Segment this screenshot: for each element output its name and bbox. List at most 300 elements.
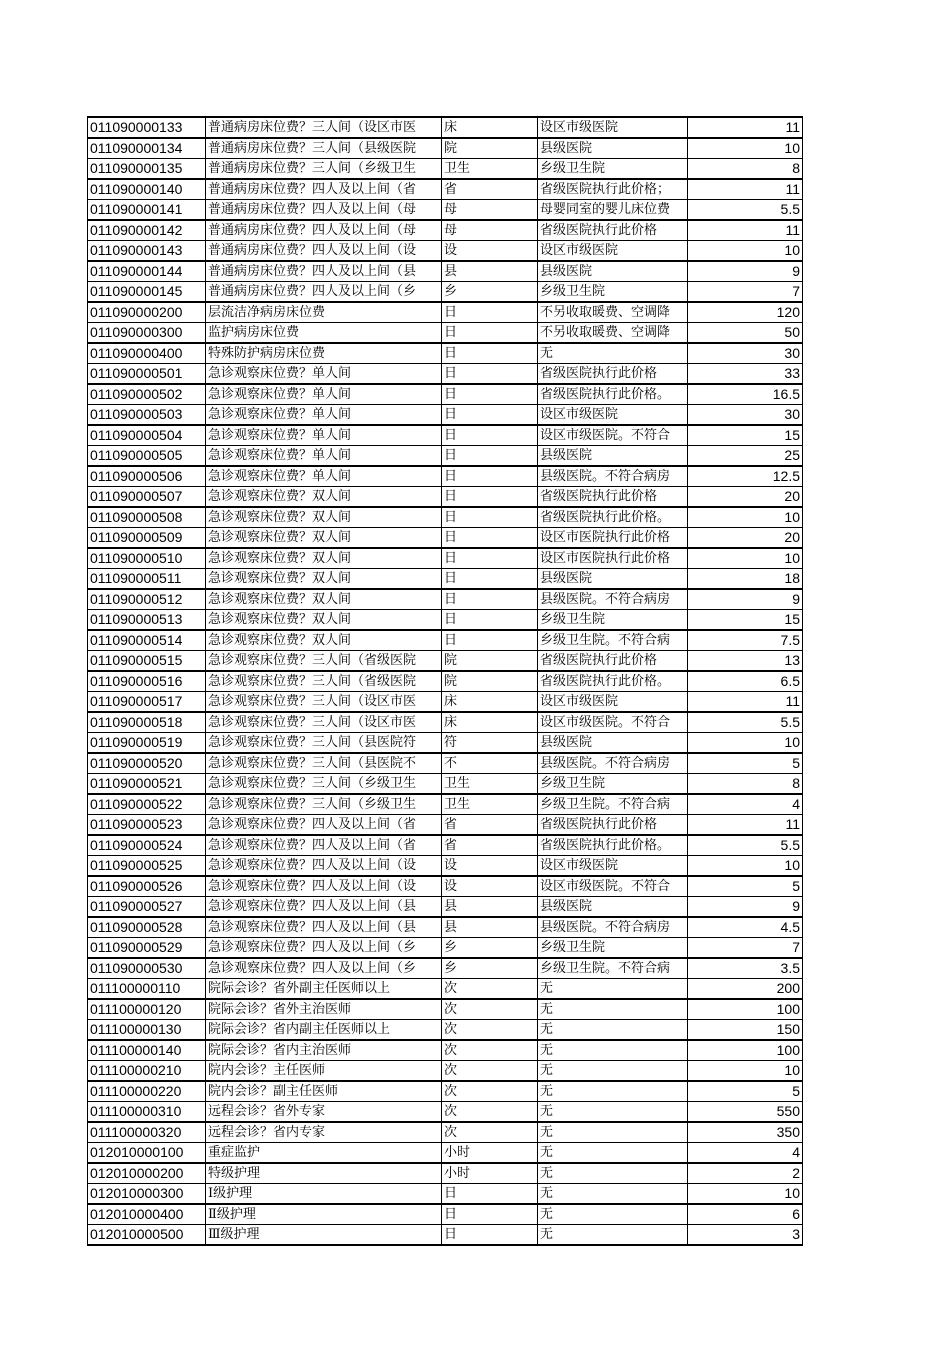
item-code-cell: 011090000526 bbox=[88, 876, 206, 897]
table-row bbox=[88, 1102, 803, 1123]
note-cell: 设区市医院执行此价格 bbox=[538, 528, 688, 549]
item-code-cell: 011100000310 bbox=[88, 1102, 206, 1123]
price-cell: 12.5 bbox=[688, 466, 803, 487]
item-name-cell: 急诊观察床位费？四人及以上间（设 bbox=[206, 856, 442, 877]
note-cell: 乡级卫生院 bbox=[538, 282, 688, 303]
price-cell: 4 bbox=[688, 1143, 803, 1164]
table-row bbox=[88, 712, 803, 733]
item-name-cell: 特级护理 bbox=[206, 1163, 442, 1184]
item-code-cell: 011090000508 bbox=[88, 507, 206, 528]
unit-cell: 母 bbox=[442, 220, 538, 241]
price-cell: 11 bbox=[688, 179, 803, 200]
price-cell: 11 bbox=[688, 692, 803, 713]
price-cell: 16.5 bbox=[688, 384, 803, 405]
unit-cell: 设 bbox=[442, 856, 538, 877]
note-cell: 无 bbox=[538, 1081, 688, 1102]
item-code-cell: 011100000320 bbox=[88, 1122, 206, 1143]
item-name-cell: 急诊观察床位费？单人间 bbox=[206, 405, 442, 426]
note-cell: 乡级卫生院。不符合病 bbox=[538, 794, 688, 815]
unit-cell: 次 bbox=[442, 1122, 538, 1143]
price-cell: 8 bbox=[688, 774, 803, 795]
table-row bbox=[88, 159, 803, 180]
price-cell: 100 bbox=[688, 999, 803, 1020]
item-code-cell: 011090000512 bbox=[88, 589, 206, 610]
note-cell: 省级医院执行此价格 bbox=[538, 651, 688, 672]
table-row bbox=[88, 815, 803, 836]
note-cell: 无 bbox=[538, 1143, 688, 1164]
item-code-cell: 011090000133 bbox=[88, 117, 206, 138]
item-name-cell: 急诊观察床位费？双人间 bbox=[206, 610, 442, 631]
note-cell: 县级医院 bbox=[538, 138, 688, 159]
table-row bbox=[88, 1122, 803, 1143]
item-code-cell: 011090000521 bbox=[88, 774, 206, 795]
table-row bbox=[88, 1225, 803, 1246]
item-code-cell: 011090000513 bbox=[88, 610, 206, 631]
unit-cell: 日 bbox=[442, 384, 538, 405]
price-cell: 5 bbox=[688, 1081, 803, 1102]
item-name-cell: 院际会诊？省内副主任医师以上 bbox=[206, 1020, 442, 1041]
table-row bbox=[88, 692, 803, 713]
item-code-cell: 011090000524 bbox=[88, 835, 206, 856]
table-row bbox=[88, 241, 803, 262]
note-cell: 省级医院执行此价格。 bbox=[538, 835, 688, 856]
unit-cell: 次 bbox=[442, 1061, 538, 1082]
note-cell: 设区市级医院。不符合 bbox=[538, 712, 688, 733]
table-row bbox=[88, 405, 803, 426]
note-cell: 乡级卫生院 bbox=[538, 774, 688, 795]
price-cell: 6.5 bbox=[688, 671, 803, 692]
note-cell: 无 bbox=[538, 1163, 688, 1184]
table-row bbox=[88, 733, 803, 754]
note-cell: 县级医院。不符合病房 bbox=[538, 466, 688, 487]
item-code-cell: 011090000140 bbox=[88, 179, 206, 200]
table-row bbox=[88, 938, 803, 959]
item-name-cell: 急诊观察床位费？双人间 bbox=[206, 528, 442, 549]
price-cell: 4.5 bbox=[688, 917, 803, 938]
unit-cell: 次 bbox=[442, 1020, 538, 1041]
unit-cell: 县 bbox=[442, 261, 538, 282]
table-row bbox=[88, 610, 803, 631]
item-code-cell: 011090000505 bbox=[88, 446, 206, 467]
note-cell: 省级医院执行此价格 bbox=[538, 487, 688, 508]
note-cell: 乡级卫生院 bbox=[538, 938, 688, 959]
item-name-cell: 急诊观察床位费？四人及以上间（省 bbox=[206, 815, 442, 836]
price-cell: 7 bbox=[688, 282, 803, 303]
unit-cell: 乡 bbox=[442, 958, 538, 979]
note-cell: 无 bbox=[538, 1122, 688, 1143]
unit-cell: 日 bbox=[442, 528, 538, 549]
unit-cell: 日 bbox=[442, 364, 538, 385]
table-row bbox=[88, 507, 803, 528]
unit-cell: 床 bbox=[442, 117, 538, 138]
unit-cell: 次 bbox=[442, 1102, 538, 1123]
table-row bbox=[88, 979, 803, 1000]
item-name-cell: 普通病房床位费？四人及以上间（省 bbox=[206, 179, 442, 200]
price-cell: 7.5 bbox=[688, 630, 803, 651]
item-code-cell: 011090000520 bbox=[88, 753, 206, 774]
table-row bbox=[88, 466, 803, 487]
price-cell: 15 bbox=[688, 610, 803, 631]
table-row bbox=[88, 548, 803, 569]
item-code-cell: 011090000145 bbox=[88, 282, 206, 303]
price-cell: 120 bbox=[688, 302, 803, 323]
price-cell: 50 bbox=[688, 323, 803, 344]
item-name-cell: 急诊观察床位费？四人及以上间（设 bbox=[206, 876, 442, 897]
price-cell: 200 bbox=[688, 979, 803, 1000]
table-row bbox=[88, 323, 803, 344]
price-cell: 6 bbox=[688, 1204, 803, 1225]
price-cell: 10 bbox=[688, 507, 803, 528]
item-name-cell: 急诊观察床位费？四人及以上间（省 bbox=[206, 835, 442, 856]
item-name-cell: 急诊观察床位费？四人及以上间（县 bbox=[206, 917, 442, 938]
price-cell: 5 bbox=[688, 876, 803, 897]
item-name-cell: 急诊观察床位费？四人及以上间（乡 bbox=[206, 958, 442, 979]
table-row bbox=[88, 138, 803, 159]
item-name-cell: 院内会诊？副主任医师 bbox=[206, 1081, 442, 1102]
table-row bbox=[88, 1184, 803, 1205]
item-name-cell: 特殊防护病房床位费 bbox=[206, 343, 442, 364]
table-row bbox=[88, 1081, 803, 1102]
item-name-cell: 急诊观察床位费？单人间 bbox=[206, 364, 442, 385]
price-cell: 5.5 bbox=[688, 835, 803, 856]
note-cell: 无 bbox=[538, 979, 688, 1000]
item-code-cell: 011090000142 bbox=[88, 220, 206, 241]
price-cell: 8 bbox=[688, 159, 803, 180]
note-cell: 乡级卫生院。不符合病 bbox=[538, 630, 688, 651]
note-cell: 乡级卫生院 bbox=[538, 610, 688, 631]
price-cell: 10 bbox=[688, 1061, 803, 1082]
item-code-cell: 011090000514 bbox=[88, 630, 206, 651]
unit-cell: 次 bbox=[442, 999, 538, 1020]
table-row bbox=[88, 569, 803, 590]
unit-cell: 日 bbox=[442, 343, 538, 364]
table-row bbox=[88, 753, 803, 774]
note-cell: 县级医院。不符合病房 bbox=[538, 589, 688, 610]
item-code-cell: 011100000120 bbox=[88, 999, 206, 1020]
item-code-cell: 011090000400 bbox=[88, 343, 206, 364]
price-cell: 25 bbox=[688, 446, 803, 467]
item-name-cell: 院际会诊？省外副主任医师以上 bbox=[206, 979, 442, 1000]
note-cell: 不另收取暖费、空调降 bbox=[538, 323, 688, 344]
unit-cell: 设 bbox=[442, 241, 538, 262]
price-cell: 10 bbox=[688, 1184, 803, 1205]
unit-cell: 县 bbox=[442, 917, 538, 938]
item-code-cell: 011090000522 bbox=[88, 794, 206, 815]
note-cell: 县级医院。不符合病房 bbox=[538, 917, 688, 938]
item-name-cell: Ⅱ级护理 bbox=[206, 1204, 442, 1225]
unit-cell: 设 bbox=[442, 876, 538, 897]
note-cell: 省级医院执行此价格； bbox=[538, 179, 688, 200]
note-cell: 省级医院执行此价格 bbox=[538, 815, 688, 836]
price-cell: 18 bbox=[688, 569, 803, 590]
item-code-cell: 011100000220 bbox=[88, 1081, 206, 1102]
price-cell: 9 bbox=[688, 897, 803, 918]
unit-cell: 乡 bbox=[442, 938, 538, 959]
price-cell: 550 bbox=[688, 1102, 803, 1123]
table-row bbox=[88, 528, 803, 549]
price-cell: 2 bbox=[688, 1163, 803, 1184]
item-name-cell: 院际会诊？省外主治医师 bbox=[206, 999, 442, 1020]
item-name-cell: 急诊观察床位费？单人间 bbox=[206, 384, 442, 405]
table-row bbox=[88, 1020, 803, 1041]
item-code-cell: 011090000504 bbox=[88, 425, 206, 446]
item-code-cell: 011090000144 bbox=[88, 261, 206, 282]
table-row bbox=[88, 589, 803, 610]
item-code-cell: 011090000510 bbox=[88, 548, 206, 569]
item-code-cell: 011090000503 bbox=[88, 405, 206, 426]
note-cell: 无 bbox=[538, 1225, 688, 1246]
note-cell: 县级医院 bbox=[538, 261, 688, 282]
note-cell: 无 bbox=[538, 1061, 688, 1082]
price-cell: 11 bbox=[688, 220, 803, 241]
unit-cell: 日 bbox=[442, 323, 538, 344]
table-row bbox=[88, 1040, 803, 1061]
note-cell: 省级医院执行此价格。 bbox=[538, 671, 688, 692]
note-cell: 省级医院执行此价格 bbox=[538, 364, 688, 385]
unit-cell: 日 bbox=[442, 487, 538, 508]
item-name-cell: 急诊观察床位费？双人间 bbox=[206, 569, 442, 590]
item-name-cell: 急诊观察床位费？三人间（省级医院 bbox=[206, 651, 442, 672]
unit-cell: 小时 bbox=[442, 1143, 538, 1164]
item-name-cell: 急诊观察床位费？三人间（省级医院 bbox=[206, 671, 442, 692]
item-name-cell: 院际会诊？省内主治医师 bbox=[206, 1040, 442, 1061]
price-cell: 9 bbox=[688, 589, 803, 610]
table-row bbox=[88, 917, 803, 938]
table-row bbox=[88, 200, 803, 221]
unit-cell: 卫生 bbox=[442, 774, 538, 795]
price-cell: 13 bbox=[688, 651, 803, 672]
note-cell: 设区市级医院。不符合 bbox=[538, 425, 688, 446]
item-name-cell: 层流洁净病房床位费 bbox=[206, 302, 442, 323]
table-row bbox=[88, 856, 803, 877]
price-cell: 3.5 bbox=[688, 958, 803, 979]
note-cell: 县级医院 bbox=[538, 733, 688, 754]
table-row bbox=[88, 651, 803, 672]
item-code-cell: 011100000130 bbox=[88, 1020, 206, 1041]
item-code-cell: 011090000507 bbox=[88, 487, 206, 508]
item-name-cell: 急诊观察床位费？双人间 bbox=[206, 630, 442, 651]
table-row bbox=[88, 261, 803, 282]
unit-cell: 日 bbox=[442, 507, 538, 528]
note-cell: 省级医院执行此价格。 bbox=[538, 384, 688, 405]
price-cell: 30 bbox=[688, 405, 803, 426]
item-code-cell: 011090000141 bbox=[88, 200, 206, 221]
unit-cell: 院 bbox=[442, 671, 538, 692]
item-code-cell: 011090000143 bbox=[88, 241, 206, 262]
price-cell: 350 bbox=[688, 1122, 803, 1143]
unit-cell: 日 bbox=[442, 569, 538, 590]
item-name-cell: 重症监护 bbox=[206, 1143, 442, 1164]
note-cell: 母婴同室的婴儿床位费 bbox=[538, 200, 688, 221]
item-code-cell: 011090000515 bbox=[88, 651, 206, 672]
table-row bbox=[88, 446, 803, 467]
note-cell: 无 bbox=[538, 1040, 688, 1061]
note-cell: 无 bbox=[538, 343, 688, 364]
item-code-cell: 011090000300 bbox=[88, 323, 206, 344]
table-row bbox=[88, 364, 803, 385]
item-code-cell: 012010000300 bbox=[88, 1184, 206, 1205]
table-row bbox=[88, 897, 803, 918]
price-cell: 5.5 bbox=[688, 200, 803, 221]
item-name-cell: 普通病房床位费？四人及以上间（县 bbox=[206, 261, 442, 282]
item-name-cell: 急诊观察床位费？三人间（乡级卫生 bbox=[206, 774, 442, 795]
unit-cell: 省 bbox=[442, 179, 538, 200]
price-cell: 11 bbox=[688, 117, 803, 138]
item-name-cell: Ⅲ级护理 bbox=[206, 1225, 442, 1246]
unit-cell: 日 bbox=[442, 446, 538, 467]
table-row bbox=[88, 282, 803, 303]
table-row bbox=[88, 220, 803, 241]
unit-cell: 卫生 bbox=[442, 159, 538, 180]
price-cell: 30 bbox=[688, 343, 803, 364]
price-cell: 4 bbox=[688, 794, 803, 815]
item-code-cell: 011090000529 bbox=[88, 938, 206, 959]
table-row bbox=[88, 343, 803, 364]
note-cell: 县级医院 bbox=[538, 446, 688, 467]
price-cell: 10 bbox=[688, 548, 803, 569]
item-name-cell: 急诊观察床位费？双人间 bbox=[206, 589, 442, 610]
item-code-cell: 011100000140 bbox=[88, 1040, 206, 1061]
item-code-cell: 011090000528 bbox=[88, 917, 206, 938]
price-cell: 3 bbox=[688, 1225, 803, 1246]
item-name-cell: 普通病房床位费？四人及以上间（母 bbox=[206, 220, 442, 241]
item-name-cell: 急诊观察床位费？三人间（乡级卫生 bbox=[206, 794, 442, 815]
item-code-cell: 012010000200 bbox=[88, 1163, 206, 1184]
price-table bbox=[87, 116, 803, 1246]
unit-cell: 符 bbox=[442, 733, 538, 754]
unit-cell: 次 bbox=[442, 1081, 538, 1102]
price-cell: 11 bbox=[688, 815, 803, 836]
note-cell: 省级医院执行此价格 bbox=[538, 220, 688, 241]
item-code-cell: 011090000501 bbox=[88, 364, 206, 385]
item-code-cell: 011090000506 bbox=[88, 466, 206, 487]
item-name-cell: 远程会诊？省外专家 bbox=[206, 1102, 442, 1123]
item-code-cell: 011090000517 bbox=[88, 692, 206, 713]
table-row bbox=[88, 1061, 803, 1082]
table-row bbox=[88, 774, 803, 795]
unit-cell: 次 bbox=[442, 1040, 538, 1061]
item-code-cell: 011090000200 bbox=[88, 302, 206, 323]
note-cell: 乡级卫生院 bbox=[538, 159, 688, 180]
item-name-cell: 急诊观察床位费？三人间（县医院符 bbox=[206, 733, 442, 754]
item-name-cell: 普通病房床位费？三人间（县级医院 bbox=[206, 138, 442, 159]
table-row bbox=[88, 384, 803, 405]
unit-cell: 省 bbox=[442, 815, 538, 836]
price-cell: 9 bbox=[688, 261, 803, 282]
price-cell: 5 bbox=[688, 753, 803, 774]
note-cell: 县级医院 bbox=[538, 569, 688, 590]
note-cell: 县级医院。不符合病房 bbox=[538, 753, 688, 774]
item-name-cell: 急诊观察床位费？单人间 bbox=[206, 466, 442, 487]
item-name-cell: 急诊观察床位费？三人间（设区市医 bbox=[206, 692, 442, 713]
unit-cell: 院 bbox=[442, 138, 538, 159]
item-code-cell: 011090000134 bbox=[88, 138, 206, 159]
unit-cell: 日 bbox=[442, 466, 538, 487]
unit-cell: 日 bbox=[442, 302, 538, 323]
note-cell: 无 bbox=[538, 1184, 688, 1205]
item-code-cell: 011090000135 bbox=[88, 159, 206, 180]
table-row bbox=[88, 425, 803, 446]
table-row bbox=[88, 487, 803, 508]
price-cell: 7 bbox=[688, 938, 803, 959]
unit-cell: 床 bbox=[442, 692, 538, 713]
unit-cell: 日 bbox=[442, 1204, 538, 1225]
unit-cell: 日 bbox=[442, 425, 538, 446]
table-row bbox=[88, 1204, 803, 1225]
note-cell: 无 bbox=[538, 1020, 688, 1041]
price-cell: 150 bbox=[688, 1020, 803, 1041]
unit-cell: 日 bbox=[442, 630, 538, 651]
table-row bbox=[88, 794, 803, 815]
item-code-cell: 012010000100 bbox=[88, 1143, 206, 1164]
item-name-cell: 普通病房床位费？三人间（乡级卫生 bbox=[206, 159, 442, 180]
item-name-cell: 急诊观察床位费？双人间 bbox=[206, 548, 442, 569]
note-cell: 县级医院 bbox=[538, 897, 688, 918]
item-name-cell: 急诊观察床位费？双人间 bbox=[206, 487, 442, 508]
unit-cell: 乡 bbox=[442, 282, 538, 303]
unit-cell: 日 bbox=[442, 1225, 538, 1246]
item-name-cell: Ⅰ级护理 bbox=[206, 1184, 442, 1205]
price-cell: 20 bbox=[688, 487, 803, 508]
unit-cell: 院 bbox=[442, 651, 538, 672]
item-name-cell: 急诊观察床位费？四人及以上间（乡 bbox=[206, 938, 442, 959]
price-cell: 100 bbox=[688, 1040, 803, 1061]
unit-cell: 母 bbox=[442, 200, 538, 221]
item-name-cell: 急诊观察床位费？单人间 bbox=[206, 425, 442, 446]
price-table-body bbox=[88, 117, 803, 1245]
unit-cell: 次 bbox=[442, 979, 538, 1000]
item-code-cell: 011090000511 bbox=[88, 569, 206, 590]
price-cell: 10 bbox=[688, 241, 803, 262]
note-cell: 无 bbox=[538, 1204, 688, 1225]
item-name-cell: 院内会诊？主任医师 bbox=[206, 1061, 442, 1082]
price-cell: 15 bbox=[688, 425, 803, 446]
item-name-cell: 急诊观察床位费？双人间 bbox=[206, 507, 442, 528]
unit-cell: 日 bbox=[442, 589, 538, 610]
item-code-cell: 011090000523 bbox=[88, 815, 206, 836]
unit-cell: 日 bbox=[442, 548, 538, 569]
table-row bbox=[88, 302, 803, 323]
table-row bbox=[88, 117, 803, 138]
note-cell: 省级医院执行此价格。 bbox=[538, 507, 688, 528]
item-code-cell: 012010000400 bbox=[88, 1204, 206, 1225]
table-row bbox=[88, 958, 803, 979]
note-cell: 无 bbox=[538, 999, 688, 1020]
item-name-cell: 急诊观察床位费？四人及以上间（县 bbox=[206, 897, 442, 918]
item-name-cell: 远程会诊？省内专家 bbox=[206, 1122, 442, 1143]
item-name-cell: 急诊观察床位费？三人间（设区市医 bbox=[206, 712, 442, 733]
item-code-cell: 011090000516 bbox=[88, 671, 206, 692]
price-cell: 10 bbox=[688, 856, 803, 877]
item-name-cell: 急诊观察床位费？单人间 bbox=[206, 446, 442, 467]
item-code-cell: 011090000502 bbox=[88, 384, 206, 405]
item-code-cell: 011090000519 bbox=[88, 733, 206, 754]
table-row bbox=[88, 876, 803, 897]
table-row bbox=[88, 630, 803, 651]
item-code-cell: 011090000518 bbox=[88, 712, 206, 733]
item-code-cell: 012010000500 bbox=[88, 1225, 206, 1246]
item-code-cell: 011090000530 bbox=[88, 958, 206, 979]
item-name-cell: 监护病房床位费 bbox=[206, 323, 442, 344]
note-cell: 设区市级医院 bbox=[538, 856, 688, 877]
table-row bbox=[88, 835, 803, 856]
note-cell: 设区市级医院。不符合 bbox=[538, 876, 688, 897]
unit-cell: 日 bbox=[442, 1184, 538, 1205]
item-name-cell: 普通病房床位费？三人间（设区市医 bbox=[206, 117, 442, 138]
note-cell: 设区市医院执行此价格 bbox=[538, 548, 688, 569]
item-code-cell: 011100000110 bbox=[88, 979, 206, 1000]
note-cell: 设区市级医院 bbox=[538, 241, 688, 262]
